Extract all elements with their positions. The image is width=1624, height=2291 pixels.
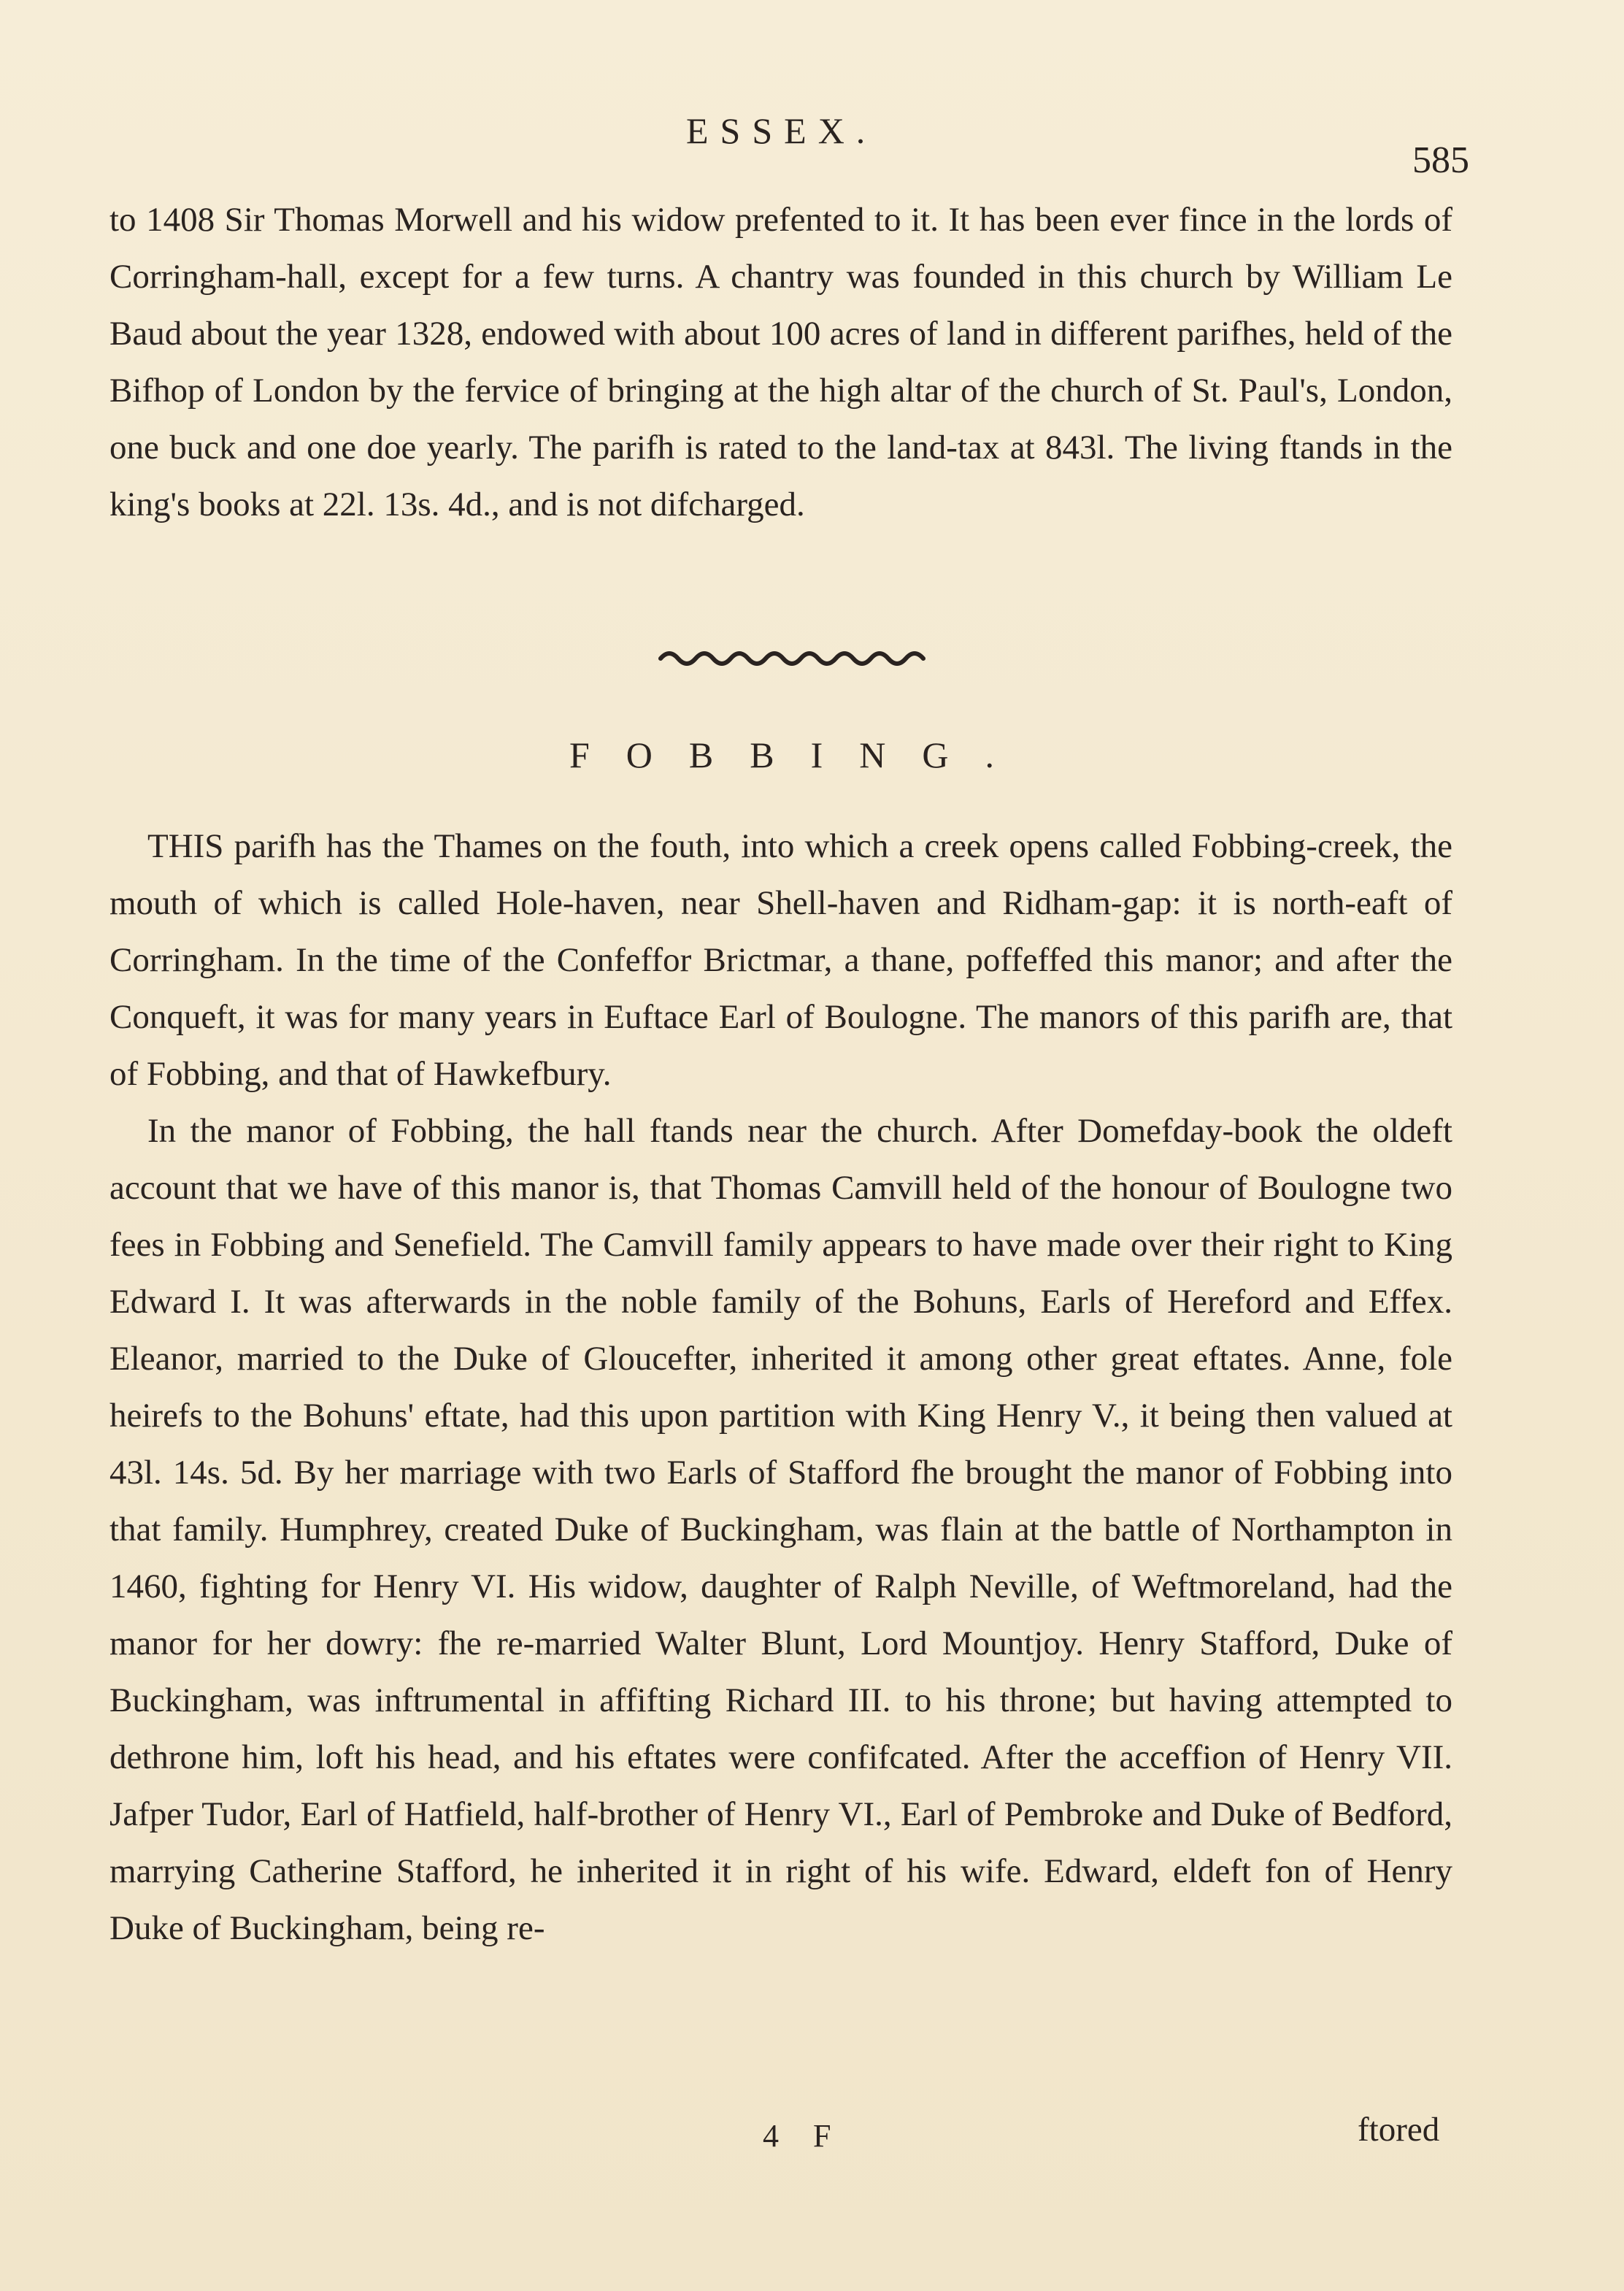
page-number: 585 (1412, 139, 1469, 181)
intro-text-block (109, 191, 1452, 533)
section-title: FOBBING. (569, 734, 1031, 775)
intro-paragraph: to 1408 Sir Thomas Morwell and his widow prefented to it. It has been ever fince in the lords of Corringham-hall, except for a few turns. A chantry was founded in this church by William Le Baud about the year 1328, endowed with about 100 acres of land in different parifhes, held of the Bifhop of London by the fervice of bringing at the high altar of the church of St. Paul's, London, one buck and one doe yearly. The parifh is rated to the land-tax at 843l. The living ftands in the king's books at 22l. 13s. 4d., and is not difcharged. (109, 201, 1452, 523)
catchword: ftored (1358, 2111, 1440, 2149)
section-paragraph: In the manor of Fobbing, the hall ftands near the church. After Domefday-book the oldeft account that we have of this manor is, that Thomas Camvill held of the honour of Boulogne two fees in Fobbing and Senefield. The Camvill family appears to have made over their right to King Edward I. It was afterwards in the noble family of the Bohuns, Earls of Hereford and Effex. Eleanor, married to the Duke of Gloucefter, inherited it among other great eftates. Anne, fole heirefs to the Bohuns' eftate, had this upon partition with King Henry V., it being then valued at 43l. 14s. 5d. By her marriage with two Earls of Stafford fhe brought the manor of Fobbing into that family. Humphrey, created Duke of Buckingham, was flain at the battle of Northampton in 1460, fighting for Henry VI. His widow, daughter of Ralph Neville, of Weftmoreland, had the manor for her dowry: fhe re-married Walter Blunt, Lord Mountjoy. Henry Stafford, Duke of Buckingham, was inftrumental in affifting Richard III. to his throne; but having attempted to dethrone him, loft his head, and his eftates were confifcated. After the acceffion of Henry VII. Jafper Tudor, Earl of Hatfield, half-brother of Henry VI., Earl of Pembroke and Duke of Bedford, marrying Catherine Stafford, he inherited it in right of his wife. Edward, eldeft fon of Henry Duke of Buckingham, being re- (109, 1112, 1452, 1947)
section-text-block (109, 818, 1452, 1957)
ornament-divider-icon (657, 642, 934, 672)
running-title: ESSEX. (686, 110, 877, 151)
section-paragraph: THIS parifh has the Thames on the fouth, into which a creek opens called Fobbing-creek, the mouth of which is called Hole-haven, near Shell-haven and Ridham-gap: it is north-eaft of Corringham. In the time of the Confeffor Brictmar, a thane, poffeffed this manor; and after the Conqueft, it was for many years in Euftace Earl of Boulogne. The manors of this parifh are, that of Fobbing, and that of Hawkefbury. (109, 827, 1452, 1093)
signature-mark: 4 F (763, 2118, 844, 2154)
